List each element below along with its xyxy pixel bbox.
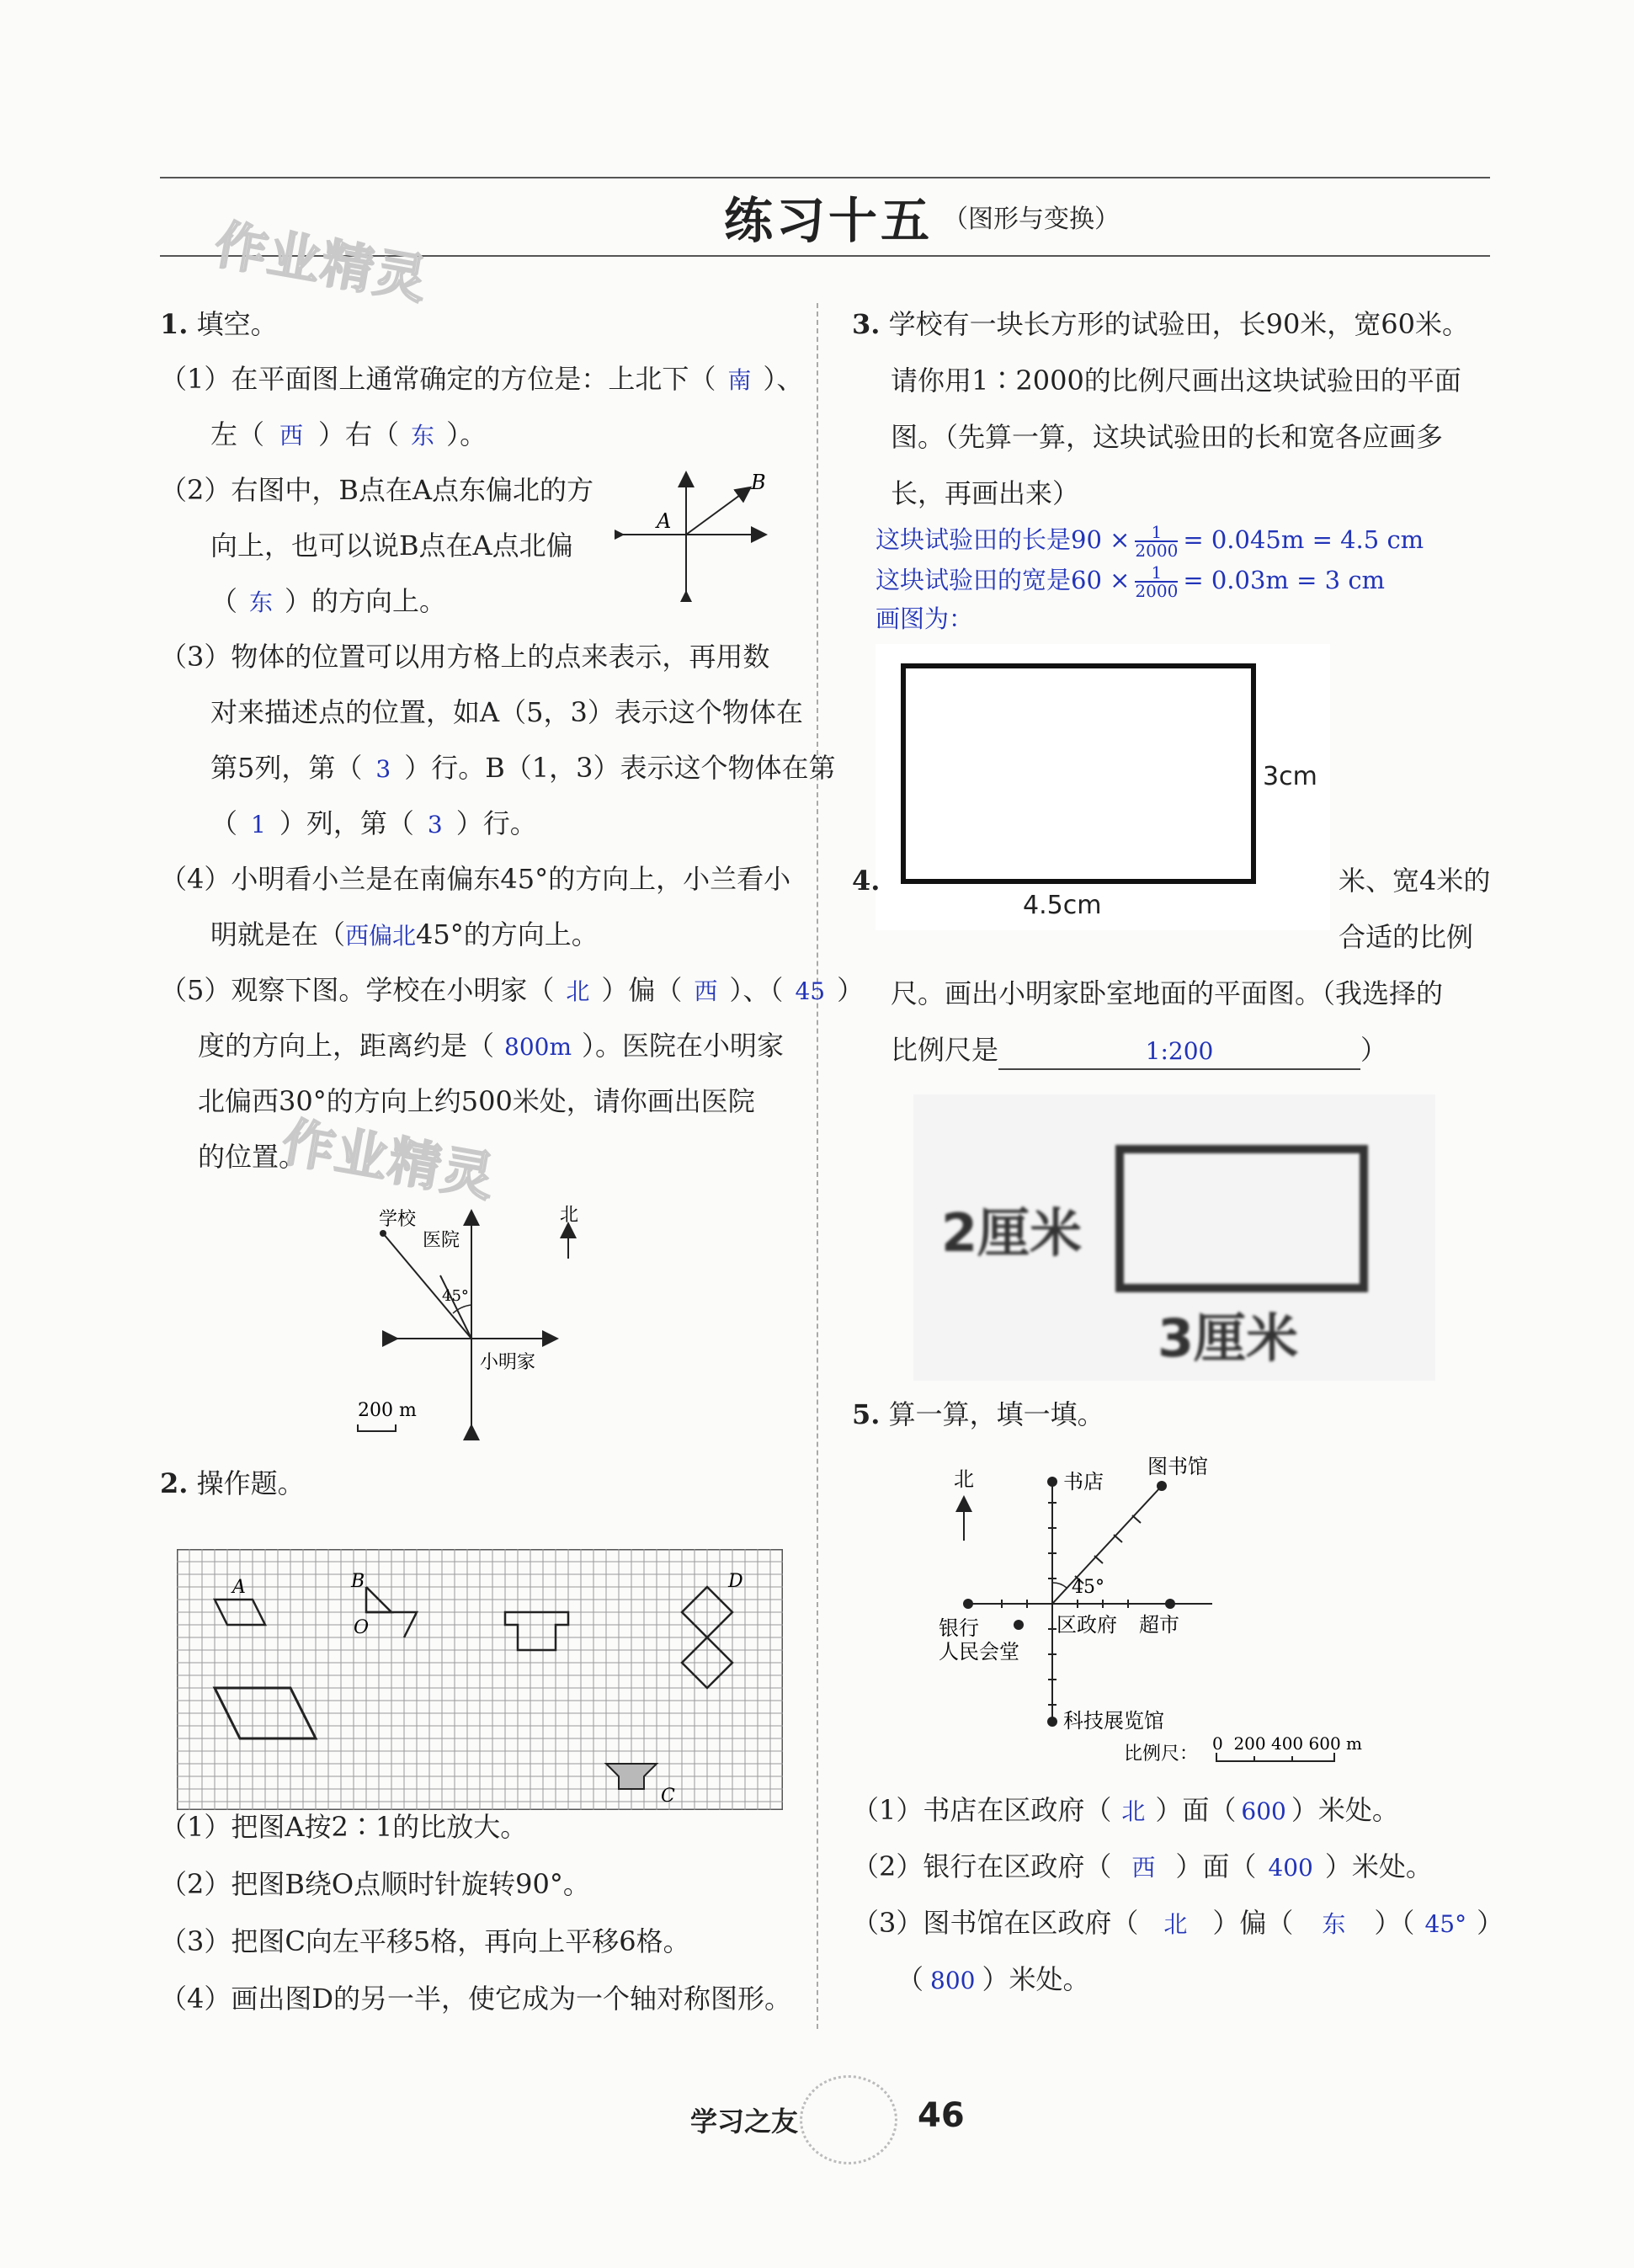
q2-step3: （3）把图C向左平移5格，再向上平移6格。 <box>160 1925 690 1957</box>
q2-step4: （4）画出图D的另一半，使它成为一个轴对称图形。 <box>160 1983 792 2015</box>
q2-step2: （2）把图B绕O点顺时针旋转90°。 <box>160 1868 590 1900</box>
q3-height-label: 3cm <box>1263 762 1317 791</box>
museum-label: 科技展览馆 <box>1063 1709 1164 1733</box>
answer-blank[interactable]: 3 <box>427 811 443 839</box>
q5-step1: （1）书店在区政府（ 北 ）面（ 600 ）米处。 <box>852 1794 1399 1826</box>
q3-line1: 3. 学校有一块长方形的试验田，长90米，宽60米。 <box>852 308 1470 340</box>
q1-heading: 1. 填空。 <box>160 308 278 340</box>
map-school-label: 学校 <box>379 1209 417 1230</box>
q1-part1-line2: 左（ 西 ）右（ 东 ）。 <box>210 418 487 450</box>
grid-label-b: B <box>351 1571 365 1592</box>
watermark: 作业精灵 <box>210 213 434 311</box>
answer-blank[interactable]: 北 <box>566 977 590 1005</box>
grid-label-d: D <box>728 1571 743 1592</box>
q1-part1-line1: （1）在平面图上通常确定的方位是：上北下（ 南 ）、 <box>160 363 804 395</box>
answer-blank[interactable]: 800 <box>930 1967 976 1994</box>
map-hospital-label: 医院 <box>423 1230 460 1251</box>
answer-blank[interactable]: 西 <box>1131 1854 1156 1882</box>
page-subtitle: （图形与变换） <box>943 205 1120 234</box>
point-b-label: B <box>751 471 766 494</box>
q3-line2: 请你用1∶2000的比例尺画出这块试验田的平面 <box>891 365 1461 397</box>
q4-width-label: 3厘米 <box>1158 1307 1299 1369</box>
scale-answer-blank[interactable]: 1:200 <box>998 1035 1360 1070</box>
govt-label: 区政府 <box>1057 1613 1117 1637</box>
q1-part4-line1: （4）小明看小兰是在南偏东45°的方向上，小兰看小 <box>160 863 791 895</box>
q3-calc-width: 这块试验田的宽是60 × $\frac{1}{2000}$ = 0.03m = 3 cm <box>876 562 1386 601</box>
q1-part2-line3: （ 东 ）的方向上。 <box>210 585 447 617</box>
q4-number: 4. <box>852 865 881 897</box>
scale-label: 比例尺： <box>1124 1744 1199 1765</box>
q4-line1: 米、宽4米的 <box>1339 865 1491 897</box>
answer-blank[interactable]: 北 <box>1163 1910 1188 1938</box>
q3-width-label: 4.5cm <box>1023 891 1102 920</box>
q1-part5-line1: （5）观察下图。学校在小明家（ 北 ）偏（ 西 ）、（ 45 ） <box>160 974 865 1006</box>
q5-heading: 5. 算一算，填一填。 <box>852 1398 1104 1430</box>
header-top-rule <box>160 177 1490 178</box>
q3-field-rectangle <box>901 663 1256 884</box>
footer-brand: 学习之友 <box>690 2106 799 2138</box>
q4-line3: 尺。画出小明家卧室地面的平面图。（我选择的 <box>891 977 1444 1009</box>
q4-line4: 比例尺是 1:200 ） <box>891 1033 1387 1070</box>
answer-blank[interactable]: 45 <box>795 977 826 1005</box>
answer-blank[interactable]: 西 <box>694 977 718 1005</box>
q5-step2: （2）银行在区政府（ 西 ）面（ 400 ）米处。 <box>852 1850 1433 1882</box>
answer-blank[interactable]: 600 <box>1241 1797 1286 1825</box>
q5-step3-cont: （ 800 ）米处。 <box>897 1963 1090 1995</box>
answer-blank[interactable]: 南 <box>727 366 752 394</box>
market-label: 超市 <box>1139 1613 1179 1637</box>
answer-blank[interactable]: 东 <box>249 588 274 616</box>
answer-blank[interactable]: 1 <box>251 811 266 839</box>
column-divider <box>817 303 818 2029</box>
answer-blank[interactable]: 800m <box>504 1033 572 1061</box>
answer-blank[interactable]: 东 <box>1322 1910 1346 1938</box>
bank-label: 银行 <box>939 1616 979 1640</box>
north-label: 北 <box>954 1467 974 1491</box>
q1-part2-line1: （2）右图中，B点在A点东偏北的方 <box>160 474 593 506</box>
grid-label-a: A <box>232 1577 246 1598</box>
answer-blank[interactable]: 北 <box>1121 1797 1146 1825</box>
bookstore-label: 书店 <box>1063 1470 1104 1493</box>
fraction: $\frac{1}{2000}$ <box>1135 522 1179 561</box>
q1-part5-line4: 的位置。 <box>198 1141 306 1173</box>
grid-label-o: O <box>354 1617 370 1638</box>
shape-c-translated <box>505 1612 568 1650</box>
q3-line4: 长，再画出来） <box>891 477 1080 509</box>
fraction: $\frac{1}{2000}$ <box>1135 562 1179 601</box>
q1-part3-line4: （ 1 ）列，第（ 3 ）行。 <box>210 807 537 839</box>
grid-lines <box>177 1549 783 1810</box>
operation-grid[interactable] <box>177 1549 783 1810</box>
q4-room-rectangle <box>1115 1145 1368 1292</box>
answer-blank[interactable]: 西偏北 <box>345 922 417 950</box>
answer-blank[interactable]: 400 <box>1268 1854 1313 1882</box>
map-angle-label: 45° <box>442 1287 469 1305</box>
page-title: 练习十五 <box>724 192 934 249</box>
scale-ticks: 0 200 400 600 m <box>1212 1733 1362 1754</box>
q1-part4-line2: 明就是在（西偏北45°的方向上。 <box>210 918 599 950</box>
watermark-2: 作业精灵 <box>277 1110 501 1209</box>
q3-line3: 图。（先算一算，这块试验田的长和宽各应画多 <box>891 421 1444 453</box>
q4-height-label: 2厘米 <box>941 1202 1083 1264</box>
school-map-diagram <box>345 1195 623 1448</box>
answer-blank[interactable]: 3 <box>375 755 391 783</box>
hall-label: 人民会堂 <box>939 1640 1019 1664</box>
footer-logo <box>800 2075 897 2164</box>
q1-part3-line1: （3）物体的位置可以用方格上的点来表示，再用数 <box>160 641 770 673</box>
q1-part5-line2: 度的方向上，距离约是（ 800m ）。医院在小明家 <box>198 1030 785 1062</box>
q2-step1: （1）把图A按2∶1的比放大。 <box>160 1811 528 1843</box>
answer-blank[interactable]: 西 <box>279 422 304 450</box>
q1-part2-line2: 向上，也可以说B点在A点北偏 <box>210 530 573 562</box>
q1-part3-line2: 对来描述点的位置，如A（5，3）表示这个物体在 <box>210 696 803 728</box>
map-scale-label: 200 m <box>358 1400 417 1421</box>
angle-label: 45° <box>1072 1577 1104 1598</box>
q2-heading: 2. 操作题。 <box>160 1467 305 1499</box>
point-a-label: A <box>657 509 672 533</box>
grid-label-c: C <box>661 1786 675 1807</box>
q3-calc-length: 这块试验田的长是90 × $\frac{1}{2000}$ = 0.045m = 4.5 cm <box>876 522 1424 561</box>
q4-line2: 合适的比例 <box>1339 921 1474 953</box>
district-map-diagram <box>922 1448 1393 1785</box>
answer-blank[interactable]: 东 <box>411 422 435 450</box>
q5-step3: （3）图书馆在区政府（ 北 ）偏（ 东 ）（ 45° ） <box>852 1907 1504 1939</box>
compass-diagram <box>615 467 774 602</box>
map-north-label: 北 <box>560 1205 579 1226</box>
map-home-label: 小明家 <box>480 1352 536 1373</box>
answer-blank[interactable]: 45° <box>1424 1910 1467 1938</box>
q1-part5-line3: 北偏西30°的方向上约500米处，请你画出医院 <box>198 1085 755 1117</box>
page-number: 46 <box>918 2096 965 2135</box>
q3-draw-label: 画图为： <box>876 604 974 633</box>
library-label: 图书馆 <box>1147 1455 1208 1478</box>
q1-part3-line3: 第5列，第（ 3 ）行。B（1，3）表示这个物体在第 <box>210 752 836 784</box>
